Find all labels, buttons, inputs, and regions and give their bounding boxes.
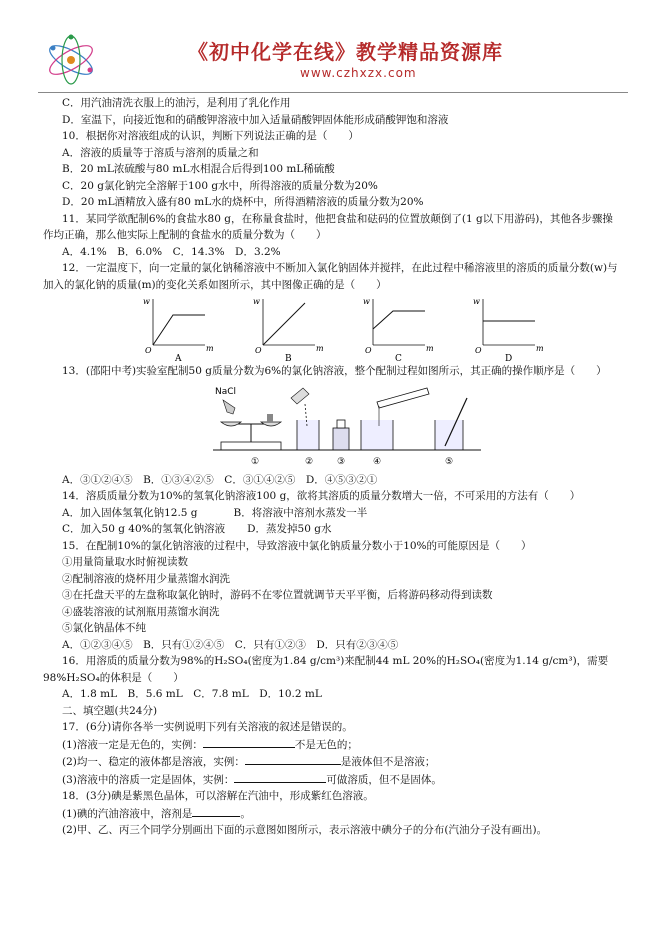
x-axis-label: m	[206, 344, 214, 353]
option: C．20 g氯化钠完全溶解于100 g水中，所得溶液的质量分数为20%	[62, 179, 378, 192]
question-12: 12．一定温度下，向一定量的氯化钠稀溶液中不断加入氯化钠固体并搅拌，在此过程中稀溶液里的溶质的质量分数(w)与加入的氯化钠的质量(m)的变化关系如图所示，其中图像正确的是（ ）	[43, 262, 618, 291]
stirring-beaker-icon	[435, 398, 467, 450]
x-axis-label: m	[536, 344, 544, 353]
y-axis-label: w	[253, 297, 260, 306]
answer-blank[interactable]	[234, 771, 326, 783]
question-18: 18．(3分)碘是紫黑色晶体，可以溶解在汽油中，形成紫红色溶液。	[62, 790, 374, 802]
text-line: D．室温下，向接近饱和的硝酸钾溶液中加入适量硝酸钾固体能形成硝酸钾饱和溶液	[62, 113, 449, 126]
option: B．20 mL浓硫酸与80 mL水相混合后得到100 mL稀硫酸	[62, 163, 335, 175]
beaker-pour-icon	[291, 388, 319, 450]
question-18-part1	[43, 805, 623, 823]
graph-label: A	[175, 354, 182, 364]
question-17: 17．(6分)请你各举一实例说明下列有关溶液的叙述是错误的。	[62, 721, 353, 733]
y-axis-label: w	[363, 297, 370, 306]
graph-label: B	[285, 354, 292, 364]
question-15-item: ②配制溶液的烧杯用少量蒸馏水润洗	[62, 572, 230, 585]
option: A．溶液的质量等于溶质与溶剂的质量之和	[62, 146, 259, 159]
question-13-options: A．③①②④⑤ B．①③④②⑤ C．③①④②⑤ D．④⑤③②①	[62, 473, 378, 486]
part-text: (1)碘的汽油溶液中，溶剂是	[62, 807, 193, 820]
x-axis-label: m	[316, 344, 324, 353]
graph-c	[363, 295, 434, 364]
step-label: ④	[373, 456, 382, 467]
question-15-item: ④盛装溶液的试剂瓶用蒸馏水润洗	[62, 605, 220, 618]
question-15: 15．在配制10%的氯化钠溶液的过程中，导致溶液中氯化钠质量分数小于10%的可能原因是（ ）	[62, 539, 532, 552]
question-14-options-cd	[43, 521, 623, 538]
q12-graphs	[43, 295, 623, 363]
question-13: 13．(邵阳中考)实验室配制50 g质量分数为6%的氯化钠溶液，整个配制过程如图所示，其正确的操作顺序是（ ）	[62, 365, 607, 377]
graph-label: C	[395, 354, 402, 364]
balance-icon	[221, 400, 281, 450]
step-label: ①	[251, 456, 260, 467]
graph-d	[473, 295, 544, 364]
origin-label: O	[145, 346, 152, 355]
page-header	[38, 30, 628, 92]
site-url[interactable]: www.czhxzx.com	[300, 66, 417, 80]
question-11: 11．某同学欲配制6%的食盐水80 g，在称量食盐时，他把食盐和砝码的位置放颠倒了(1 g以下用游码)，其他各步骤操作均正确，那么他实际上配制的食盐水的质量分数为（ ）	[43, 212, 613, 241]
question-16-options: A．1.8 mL B．5.6 mL C．7.8 mL D．10.2 mL	[62, 688, 322, 700]
graph-b	[253, 295, 324, 364]
part-text: 。	[240, 807, 251, 820]
question-17-part2	[43, 753, 623, 771]
origin-label: O	[255, 346, 262, 355]
answer-blank[interactable]	[192, 805, 240, 817]
text-line: C．用汽油清洗衣服上的油污，是利用了乳化作用	[62, 97, 291, 109]
question-18-part2: (2)甲、乙、丙三个同学分别画出下面的示意图如图所示，表示溶液中碘分子的分布(汽油分子没有画出)。	[62, 824, 548, 836]
y-axis-label: w	[473, 297, 480, 306]
header-divider	[38, 92, 628, 93]
reagent-bottle-icon	[333, 420, 349, 450]
answer-blank[interactable]	[203, 736, 295, 748]
option-d: D．蒸发掉50 g水	[247, 523, 332, 535]
option-a: A．加入固体氢氧化钠12.5 g	[62, 506, 198, 519]
question-14-options-ab	[43, 505, 623, 522]
question-17-part1	[43, 736, 623, 754]
option-c: C．加入50 g 40%的氢氧化钠溶液	[62, 523, 226, 535]
question-15-item: ③在托盘天平的左盘称取氯化钠时，游码不在零位置就调节天平平衡，后将游码移动得到读数	[62, 589, 493, 601]
part-text: (3)溶液中的溶质一定是固体，实例：	[62, 773, 235, 786]
question-15-item: ①用量筒量取水时俯视读数	[62, 556, 188, 568]
section-heading: 二、填空题(共24分)	[62, 704, 158, 717]
question-17-part3	[43, 771, 623, 789]
part-text: (1)溶液一定是无色的，实例：	[62, 738, 203, 751]
document-body	[43, 95, 623, 839]
origin-label: O	[365, 346, 372, 355]
cylinder-pour-icon	[361, 388, 429, 450]
part-text: 是液体但不是溶液；	[340, 756, 436, 768]
question-11-options: A．4.1% B．6.0% C．14.3% D．3.2%	[62, 245, 281, 258]
molecule-logo-icon	[42, 34, 100, 86]
part-text: (2)均一、稳定的液体都是溶液，实例：	[62, 756, 245, 768]
q13-apparatus-figure	[43, 380, 623, 472]
part-text: 可做溶质，但不是固体。	[326, 773, 442, 786]
step-label: ②	[305, 456, 314, 467]
question-16: 16．用溶质的质量分数为98%的H₂SO₄(密度为1.84 g/cm³)来配制44 mL 20%的H₂SO₄(密度为1.14 g/cm³)，需要98%H₂SO₄的体积是（ ）	[43, 655, 609, 684]
option-b: B．将溶液中溶剂水蒸发一半	[233, 506, 368, 519]
question-10: 10．根据你对溶液组成的认识，判断下列说法正确的是（ ）	[62, 130, 359, 142]
question-15-item: ⑤氯化钠晶体不纯	[62, 622, 146, 634]
graph-label: D	[505, 354, 513, 364]
nacl-label: NaCl	[215, 386, 237, 397]
option: D．20 mL酒精放入盛有80 mL水的烧杯中，所得酒精溶液的质量分数为20%	[62, 196, 424, 208]
graph-a	[143, 295, 214, 364]
y-axis-label: w	[143, 297, 150, 306]
question-15-options: A．①②③④⑤ B．只有①②④⑤ C．只有①②③ D．只有②③④⑤	[62, 638, 399, 651]
x-axis-label: m	[426, 344, 434, 353]
part-text: 不是无色的；	[294, 738, 358, 751]
step-label: ⑤	[445, 456, 454, 467]
step-label: ③	[337, 456, 346, 467]
origin-label: O	[475, 346, 482, 355]
site-title: 《初中化学在线》教学精品资源库	[188, 40, 503, 64]
question-14: 14．溶质质量分数为10%的氢氧化钠溶液100 g，欲将其溶质的质量分数增大一倍，不可采用的方法有（ ）	[62, 490, 581, 502]
answer-blank[interactable]	[245, 753, 341, 765]
